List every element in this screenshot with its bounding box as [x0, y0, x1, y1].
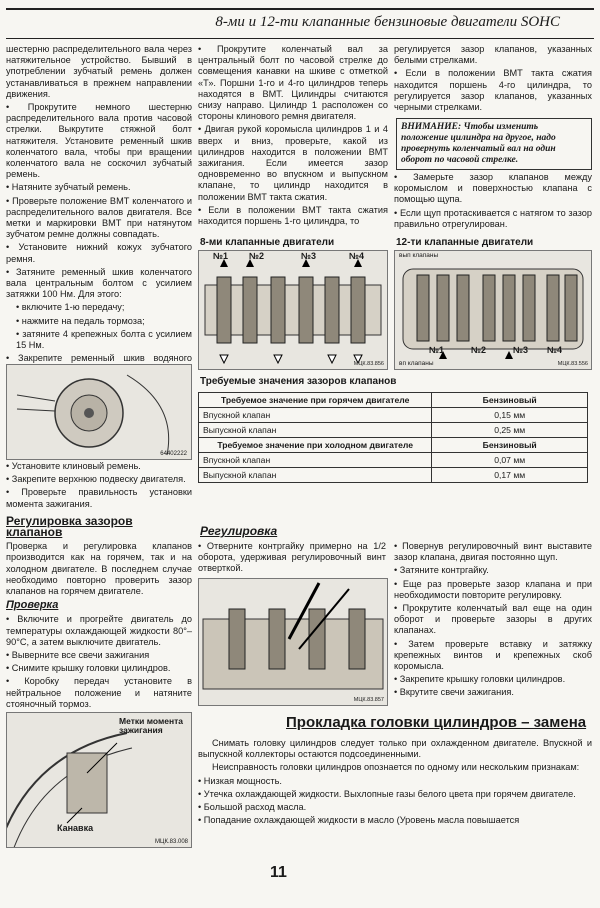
bullet-item: • Затяните контргайку.	[394, 565, 592, 576]
table-header-row	[199, 393, 588, 408]
timing-marks-figure	[6, 712, 192, 848]
fig12-title: 12-ти клапанные двигатели	[396, 237, 534, 248]
column-1-top	[6, 44, 192, 378]
table-header-cold: Требуемое значение при холодном двигателе	[199, 438, 432, 453]
bullet-item: • Утечка охлаждающей жидкости. Выхлопные газы белого цвета при горячем двигателе.	[198, 789, 592, 800]
bullet-item: • Повернув регулировочный винт выставите зазор клапана, двигая постоянно щуп.	[394, 541, 592, 563]
table-cell: Выпускной клапан	[199, 468, 432, 483]
fig12-intake-label: вп клапаны	[399, 360, 434, 367]
fig12-label-4: №4	[547, 345, 563, 355]
table-cell: 0,07 мм	[432, 453, 588, 468]
fig8-label-2: №2	[249, 251, 265, 261]
table-row	[199, 423, 588, 438]
table-caption: Требуемые значения зазоров клапанов	[200, 376, 397, 387]
warning-box: ВНИМАНИЕ: Чтобы изменить положение цилиндра на другое, надо провернуть коленчатый вал на один оборот по часовой стрелке.	[396, 118, 592, 170]
pulley-figure	[6, 364, 192, 460]
page-number: 11	[270, 864, 287, 881]
section-title-regulation: Регулировка	[200, 524, 278, 538]
bullet-item: • Коробку передач установите в нейтральное положение и натяните стояночный тормоз.	[6, 676, 192, 710]
timing-marks-label: Метки момента зажигания	[119, 716, 183, 735]
table-header-petrol: Бензиновый	[432, 438, 588, 453]
fig8-label-3: №3	[301, 251, 317, 261]
bullet-item: • Вкрутите свечи зажигания.	[394, 687, 592, 698]
bullet-item: • Закрепите верхнюю подвеску двигателя.	[6, 474, 192, 485]
fig12-label-2: №2	[471, 345, 487, 355]
table-cell: Впускной клапан	[199, 453, 432, 468]
column-2-top	[198, 44, 388, 229]
sub-bullet-item: • включите 1-ю передачу;	[6, 302, 192, 313]
gasket-text	[198, 738, 592, 828]
fig12-label-3: №3	[513, 345, 529, 355]
figure-code: МЦК.83.556	[557, 361, 588, 367]
table-header-row	[199, 438, 588, 453]
table-cell: Впускной клапан	[199, 408, 432, 423]
fig8-label-1: №1	[213, 251, 229, 261]
bullet-item: • Большой расход масла.	[198, 802, 592, 813]
bullet-item: • Установите клиновый ремень.	[6, 461, 192, 472]
sub-bullet-item: • нажмите на педаль тормоза;	[6, 316, 192, 327]
figure-code: МЦК.83.857	[353, 697, 384, 703]
bullet-item: • Отверните контргайку примерно на 1/2 оборота, удерживая регулировочный винт отверткой.	[198, 541, 386, 575]
figure-code: МЦК.83.856	[353, 361, 384, 367]
bullet-item: • Низкая мощность.	[198, 776, 592, 787]
bullet-item: • Снимите крышку головки цилиндров.	[6, 663, 192, 674]
bullet-item: • Затем проверьте вставку и затяжку крепежных винтов и крепежных скоб коромысла.	[394, 639, 592, 673]
paragraph: Проверка и регулировка клапанов производится как на горячем, так и на холодном двигателе. В последнем случае необходимо повторно проверить зазор клапанов на горячем двигателе.	[6, 541, 192, 597]
table-header-petrol: Бензиновый	[432, 393, 588, 408]
table-cell: 0,25 мм	[432, 423, 588, 438]
adjust-figure	[198, 578, 388, 706]
bullet-item: • Установите нижний кожух зубчатого ремня.	[6, 242, 192, 264]
bullet-item: • Проверьте положение ВМТ коленчатого и распределительного валов двигателя. Все метки и маркировки ВМТ при натянутом зубчатом ремне должны совпадать.	[6, 196, 192, 241]
fig8-drawing	[199, 251, 387, 369]
column-3-reg	[394, 541, 592, 701]
table-row	[199, 468, 588, 483]
figure-code: 64402222	[160, 451, 187, 457]
fig8-title: 8-ми клапанные двигатели	[200, 237, 335, 248]
header-rule-bottom	[6, 38, 594, 39]
paragraph: Снимать головку цилиндров следует только при охлажденном двигателе. Впускной и выпускной коллекторы остаются подсоединенными.	[198, 738, 592, 760]
bullet-item: • Включите и прогрейте двигатель до температуры охлаждающей жидкости 80°–90°С, а затем выключите двигатель.	[6, 614, 192, 648]
fig8-label-4: №4	[349, 251, 365, 261]
bullet-item: • Выверните все свечи зажигания	[6, 650, 192, 661]
table-cell: Выпускной клапан	[199, 423, 432, 438]
section-title-check: Проверка	[6, 599, 59, 612]
table-row	[199, 453, 588, 468]
sub-bullet-item: • затяните 4 крепежных болта с усилием 15 Нм.	[6, 329, 192, 351]
section-title-gasket: Прокладка головки цилиндров – замена	[286, 714, 587, 731]
bullet-item: • Если щуп протаскивается с натягом то зазор правильно отрегулирован.	[394, 208, 592, 230]
section-title-valve-adjust: Регулировка зазоров клапанов	[6, 513, 133, 540]
column-1-mid	[6, 461, 192, 712]
table-cell: 0,17 мм	[432, 468, 588, 483]
bullet-item: • Затяните ременный шкив коленчатого вала центральным болтом с усилием затяжки 100 Нм. Для этого:	[6, 267, 192, 301]
bullet-item: • Проверьте правильность установки момента зажигания.	[6, 487, 192, 509]
clearance-table	[198, 392, 588, 483]
header-rule-top	[6, 8, 594, 10]
groove-label: Канавка	[57, 823, 94, 833]
bullet-item: • Двигая рукой коромысла цилиндров 1 и 4 вверх и вниз, проверьте, какой из цилиндров находится в положении ВМТ зажигания. Если имеется зазор одновременно во впускном и выпускном клапане, то цилиндр находится в положении ВМТ такта сжатия.	[198, 124, 388, 202]
bullet-item: • Натяните зубчатый ремень.	[6, 182, 192, 193]
running-header	[0, 0, 600, 42]
paragraph: Неисправность головки цилиндров опознается по одному или нескольким признакам:	[212, 762, 580, 773]
bullet-item: • Закрепите крышку головки цилиндров.	[394, 674, 592, 685]
column-2-reg	[198, 541, 386, 577]
bullet-item: • Если в положении ВМТ такта сжатия находится поршень 4-го цилиндра, то регулируется зазор клапанов, указанных черными стрелками.	[394, 68, 592, 113]
bullet-item: • Если в положении ВМТ такта сжатия находится поршень 1-го цилиндра, то	[198, 205, 388, 227]
table-header-hot: Требуемое значение при горячем двигателе	[199, 393, 432, 408]
fig8-valves	[198, 250, 388, 370]
table-cell: 0,15 мм	[432, 408, 588, 423]
paragraph: шестерню распределительного вала через натяжительное устройство. Бывший в употреблении зубчатый ремень должен устанавливаться в прежнем направлении движения.	[6, 44, 192, 99]
column-3-mid	[394, 172, 592, 232]
bullet-item: • Еще раз проверьте зазор клапана и при необходимости повторите регулировку.	[394, 579, 592, 601]
fig12-label-1: №1	[429, 345, 445, 355]
header-title: 8-ми и 12-ти клапанные бензиновые двигатели SOHC	[215, 14, 560, 30]
paragraph: регулируется зазор клапанов, указанных белыми стрелками.	[394, 44, 592, 66]
pulley-drawing	[7, 365, 191, 459]
bullet-item: • Закрепите ременный шкив водяного	[6, 353, 192, 375]
bullet-item: • Прокрутите немного шестерню распределительного вала против часовой стрелки. Выкрутите стяжной болт натяжителя. Установите ременный шкив коленчатого вала, чтобы при вращении коленчатого вала не соскочил зубчатый ремень.	[6, 102, 192, 180]
bullet-item: • Прокрутите коленчатый вал за центральный болт по часовой стрелке до совмещения канавки на шкиве с отметкой «Т». Поршни 1-го и 4-го цилиндров теперь находятся в ВМТ. Цилиндры считаются снизу направо. Цилиндр 1 расположен со стороны клинового ремня двигателя.	[198, 44, 388, 122]
fig12-valves	[394, 250, 592, 370]
table-row	[199, 408, 588, 423]
bullet-item: • Замерьте зазор клапанов между коромыслом и поверхностью клапана с помощью щупа.	[394, 172, 592, 206]
fig12-exhaust-label: вып клапаны	[399, 252, 439, 259]
adjust-drawing	[199, 579, 387, 705]
figure-code: МЦК.83.008	[155, 839, 188, 845]
bullet-item: • Попадание охлаждающей жидкости в масло (Уровень масла повышается	[198, 815, 592, 826]
column-3-top	[394, 44, 592, 115]
bullet-item: • Прокрутите коленчатый вал еще на один оборот и проверьте зазоры в других клапанах.	[394, 603, 592, 637]
